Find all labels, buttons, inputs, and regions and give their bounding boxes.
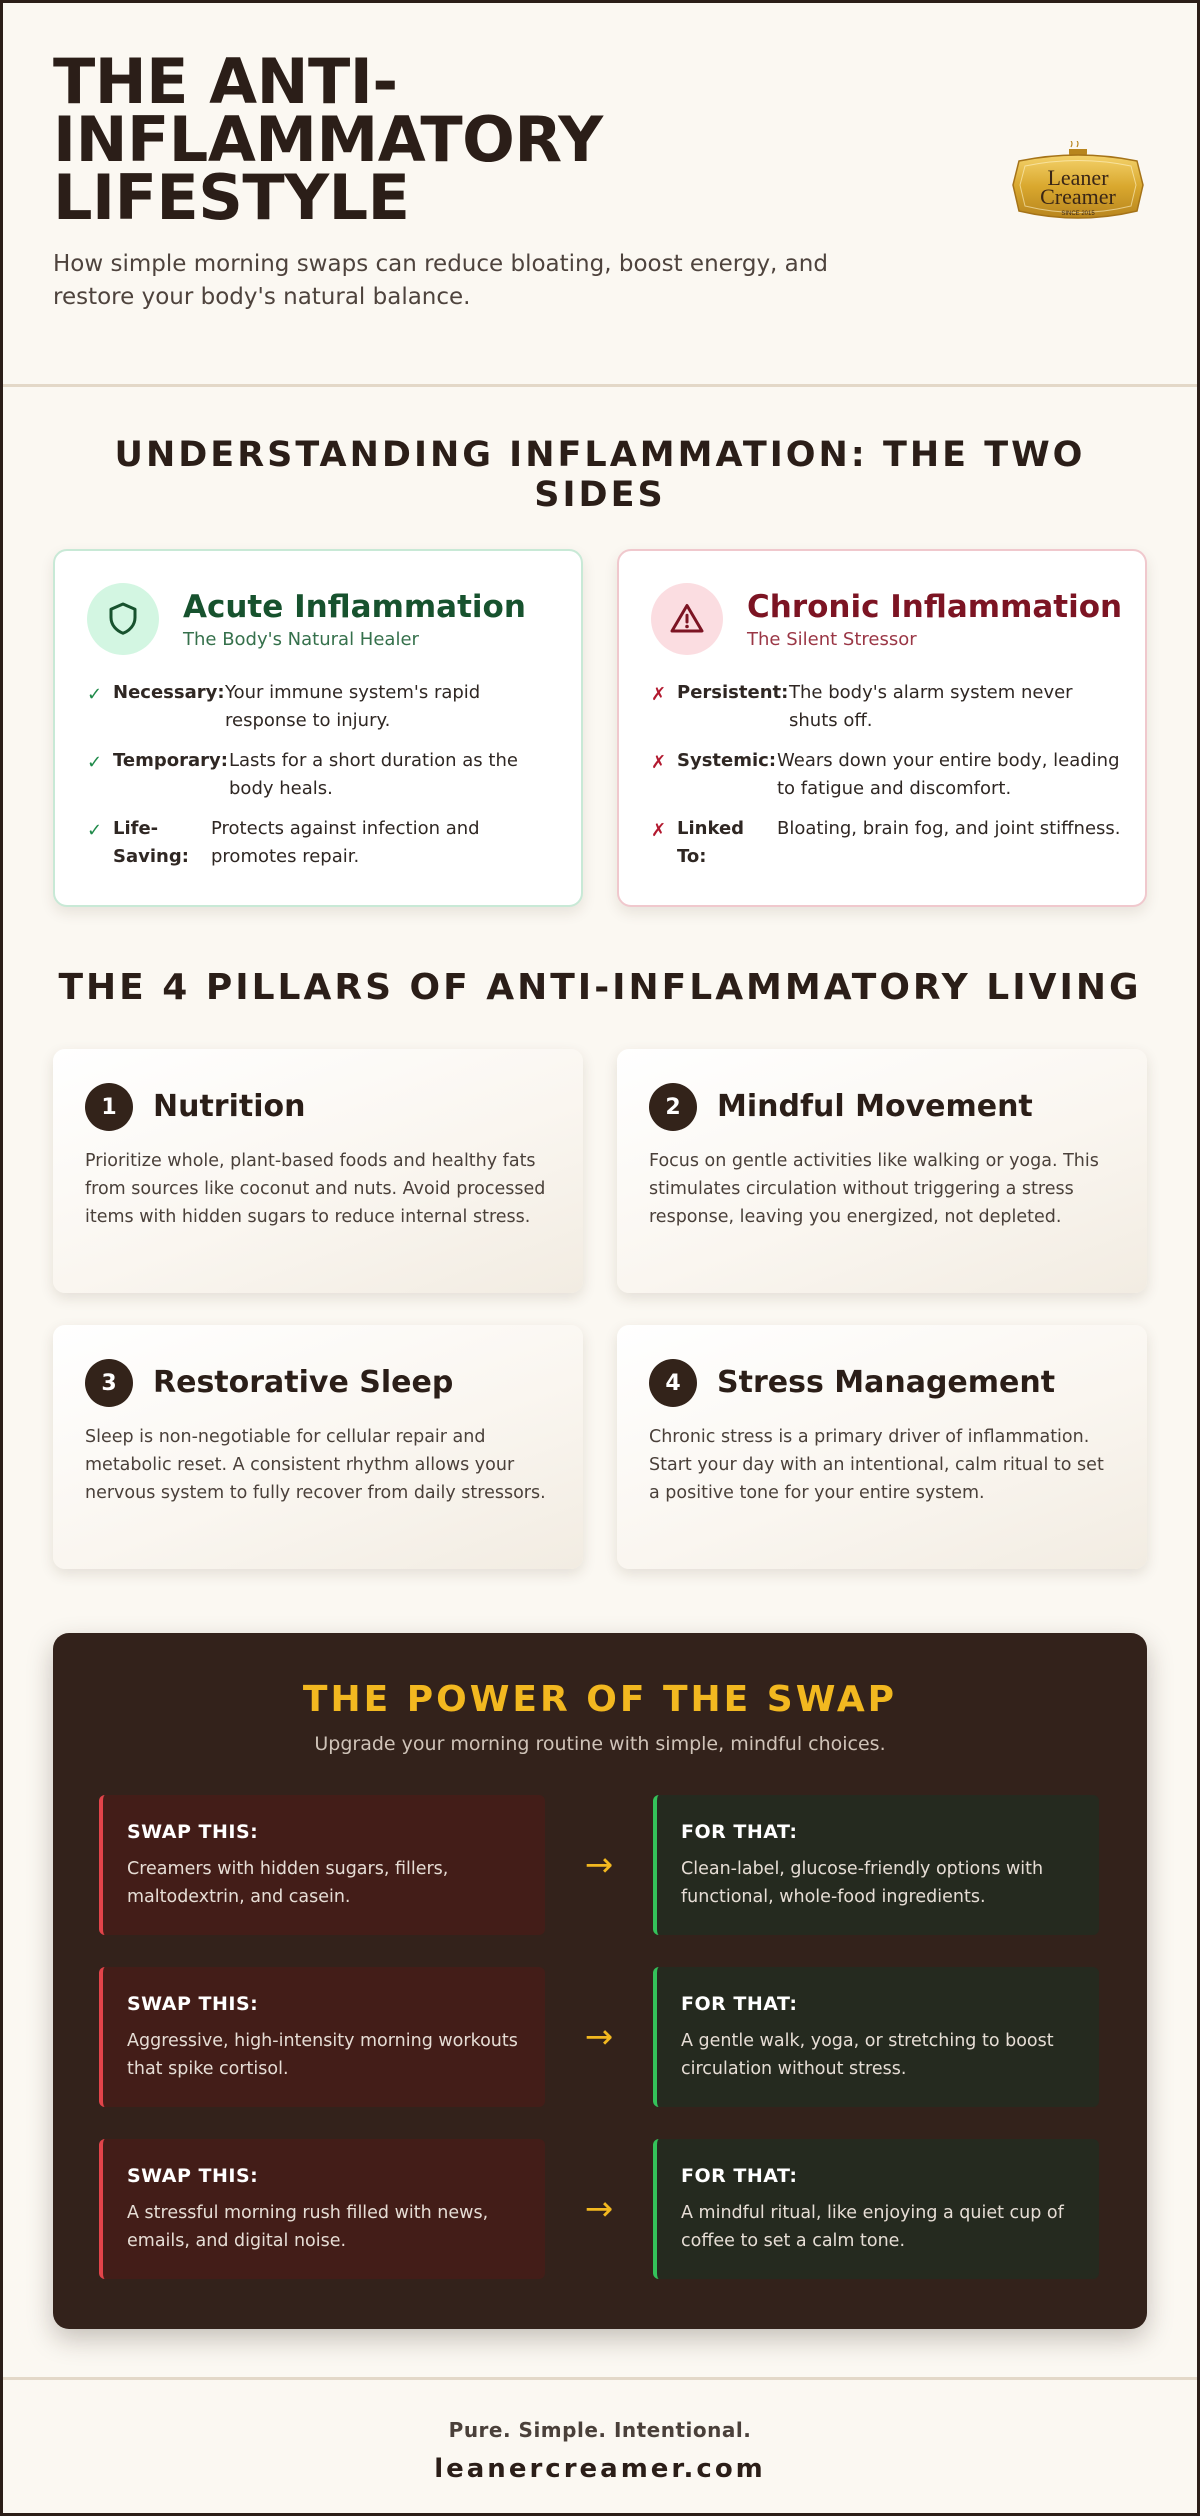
for-that-label: FOR THAT:	[681, 1821, 798, 1843]
list-item	[87, 747, 557, 803]
for-that-label: FOR THAT:	[681, 1993, 798, 2015]
item-text: Protects against infection and promotes repair.	[211, 818, 480, 867]
leaner-creamer-logo	[1009, 141, 1147, 229]
item-text: Wears down your entire body, leading to fatigue and discomfort.	[777, 750, 1120, 799]
swap-section	[53, 1633, 1147, 2329]
chronic-list	[651, 679, 1121, 883]
pillars-section-title: THE 4 PILLARS OF ANTI-INFLAMMATORY LIVING	[58, 967, 1142, 1008]
item-key: Necessary:	[113, 682, 225, 703]
swap-this-label: SWAP THIS:	[127, 1993, 259, 2015]
pillar-title: Restorative Sleep	[153, 1365, 454, 1400]
for-that-card	[653, 1795, 1099, 1935]
swap-this-text: Aggressive, high-intensity morning workouts that spike cortisol.	[127, 2031, 518, 2079]
footer-website-link[interactable]: leanercreamer.com	[434, 2454, 766, 2484]
pillar-number-badge: 3	[85, 1359, 133, 1407]
swap-section-subtitle: Upgrade your morning routine with simple, mindful choices.	[314, 1733, 886, 1755]
for-that-text: A gentle walk, yoga, or stretching to boost circulation without stress.	[681, 2031, 1054, 2079]
pillar-description: Prioritize whole, plant-based foods and healthy fats from sources like coconut and nuts. Avoid processed items with hidden sugars to reduce internal stress.	[85, 1151, 546, 1227]
item-key: Linked To:	[677, 818, 745, 867]
pillar-title: Nutrition	[153, 1089, 306, 1124]
list-item	[87, 679, 557, 735]
item-key: Life-Saving:	[113, 818, 189, 867]
swap-this-card	[99, 1795, 545, 1935]
arrow-right-icon: →	[584, 2189, 614, 2229]
pillar-card-sleep	[53, 1325, 583, 1569]
swap-this-label: SWAP THIS:	[127, 1821, 259, 1843]
item-key: Persistent:	[677, 682, 789, 703]
item-key: Systemic:	[677, 750, 777, 771]
shield-icon	[105, 601, 141, 637]
swap-this-text: A stressful morning rush filled with news, emails, and digital noise.	[127, 2203, 489, 2251]
swap-this-card	[99, 1967, 545, 2107]
cross-icon: ✗	[651, 684, 667, 705]
pillar-card-stress	[617, 1325, 1147, 1569]
item-text: Lasts for a short duration as the body heals.	[229, 750, 518, 799]
pillar-number-badge: 2	[649, 1083, 697, 1131]
logo-line-1: Leaner	[1047, 165, 1109, 190]
footer-tagline: Pure. Simple. Intentional.	[448, 2418, 752, 2442]
item-key: Temporary:	[113, 750, 228, 771]
check-icon: ✓	[87, 684, 103, 705]
swap-this-card	[99, 2139, 545, 2279]
pillar-title: Stress Management	[717, 1365, 1056, 1400]
check-icon: ✓	[87, 752, 103, 773]
arrow-right-icon: →	[584, 2017, 614, 2057]
item-text: Your immune system's rapid response to injury.	[225, 682, 481, 731]
acute-list	[87, 679, 557, 883]
warning-triangle-icon	[669, 601, 705, 637]
swap-section-title: THE POWER OF THE SWAP	[302, 1679, 898, 1720]
header	[3, 3, 1197, 387]
list-item	[651, 747, 1121, 803]
pillar-card-movement	[617, 1049, 1147, 1293]
list-item	[651, 815, 1121, 871]
inflammation-section-title: UNDERSTANDING INFLAMMATION: THE TWO SIDES	[114, 435, 1086, 515]
list-item	[87, 815, 557, 871]
pillar-description: Chronic stress is a primary driver of inflammation. Start your day with an intentional, calm ritual to set a positive tone for your entire system.	[649, 1427, 1104, 1503]
for-that-label: FOR THAT:	[681, 2165, 798, 2187]
for-that-text: A mindful ritual, like enjoying a quiet cup of coffee to set a calm tone.	[681, 2203, 1064, 2251]
chronic-inflammation-card	[617, 549, 1147, 907]
acute-tagline: The Body's Natural Healer	[183, 629, 419, 650]
chronic-title: Chronic Inflammation	[747, 589, 1123, 625]
page-title: THE ANTI-INFLAMMATORY LIFESTYLE	[53, 45, 603, 234]
item-text: The body's alarm system never shuts off.	[789, 682, 1073, 731]
page-subtitle: How simple morning swaps can reduce bloating, boost energy, and restore your body's natural balance.	[53, 251, 828, 310]
arrow-right-icon: →	[584, 1845, 614, 1885]
pillar-title: Mindful Movement	[717, 1089, 1033, 1124]
list-item	[651, 679, 1121, 735]
cross-icon: ✗	[651, 820, 667, 841]
acute-title: Acute Inflammation	[183, 589, 526, 625]
item-text: Bloating, brain fog, and joint stiffness.	[777, 818, 1121, 839]
acute-inflammation-card	[53, 549, 583, 907]
pillar-number-badge: 4	[649, 1359, 697, 1407]
logo-since: SINCE 2015	[1061, 211, 1095, 217]
for-that-text: Clean-label, glucose-friendly options with functional, whole-food ingredients.	[681, 1859, 1044, 1907]
for-that-card	[653, 1967, 1099, 2107]
footer	[3, 2377, 1197, 2513]
chronic-tagline: The Silent Stressor	[747, 629, 917, 650]
swap-this-label: SWAP THIS:	[127, 2165, 259, 2187]
logo-line-2: Creamer	[1040, 184, 1116, 209]
swap-this-text: Creamers with hidden sugars, fillers, maltodextrin, and casein.	[127, 1859, 449, 1907]
cross-icon: ✗	[651, 752, 667, 773]
check-icon: ✓	[87, 820, 103, 841]
pillar-card-nutrition	[53, 1049, 583, 1293]
for-that-card	[653, 2139, 1099, 2279]
pillar-number-badge: 1	[85, 1083, 133, 1131]
pillar-description: Sleep is non-negotiable for cellular repair and metabolic reset. A consistent rhythm allows your nervous system to fully recover from daily stressors.	[85, 1427, 546, 1503]
pillar-description: Focus on gentle activities like walking or yoga. This stimulates circulation without triggering a stress response, leaving you energized, not depleted.	[649, 1151, 1099, 1227]
